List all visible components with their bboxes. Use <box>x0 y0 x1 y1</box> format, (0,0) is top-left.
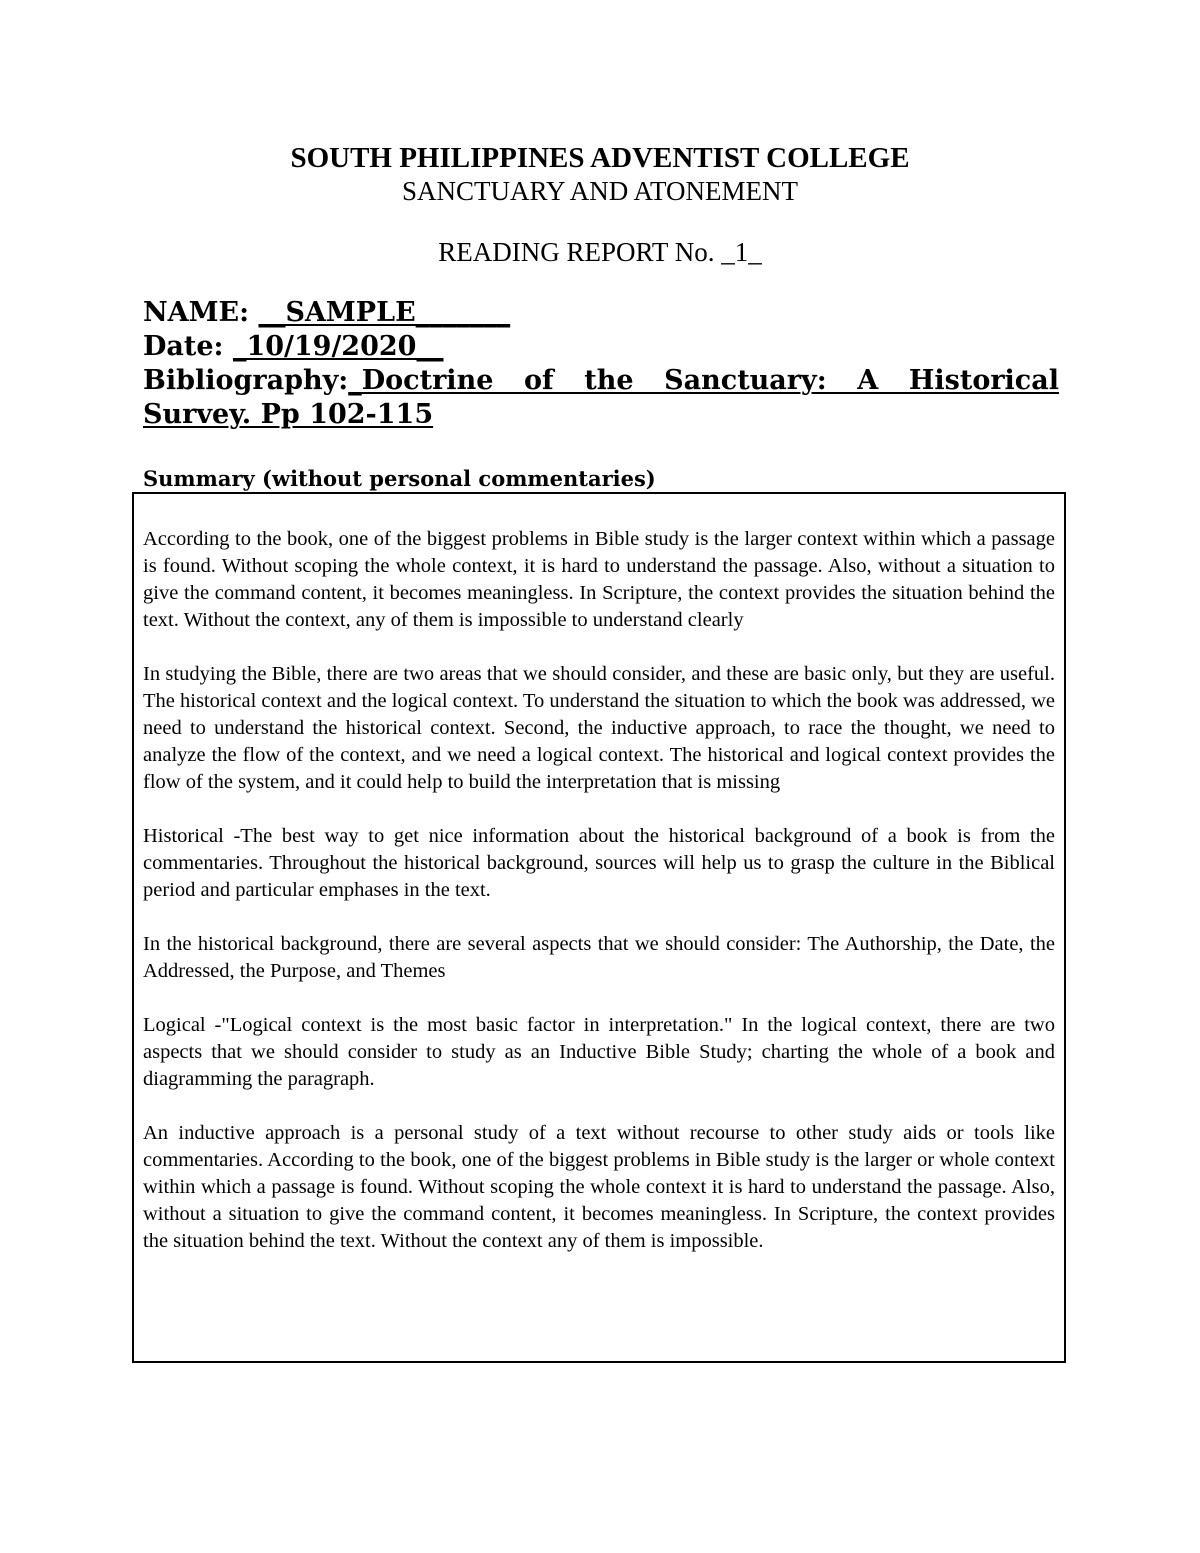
date-value: _10/19/2020__ <box>232 331 444 362</box>
date-field <box>143 330 1059 364</box>
bibliography-value-line1: _Doctrine of the Sanctuary: A Historical <box>348 365 1059 396</box>
bibliography-label: Bibliography: <box>143 365 349 396</box>
summary-paragraph: In studying the Bible, there are two areas that we should consider, and these are basic only, but they are useful. The historical context and the logical context. To understand the situation to which the book was addressed, we need to understand the historical context. Second, the inductive approach, to race the thought, we need to analyze the flow of the context, and we need a logical context. The historical and logical context provides the flow of the system, and it could help to build the interpretation that is missing <box>143 663 1055 793</box>
summary-paragraph: In the historical background, there are several aspects that we should consider: The Authorship, the Date, the Addressed, the Purpose, and Themes <box>143 933 1055 982</box>
report-fields <box>143 296 1059 432</box>
summary-box <box>132 492 1066 1363</box>
name-label: NAME: <box>143 297 259 328</box>
summary-paragraph: Logical -"Logical context is the most basic factor in interpretation." In the logical context, there are two aspects that we should consider to study as an Inductive Bible Study; charting the whole of a book and diagramming the paragraph. <box>143 1014 1055 1090</box>
report-number: READING REPORT No. _1_ <box>438 237 762 267</box>
name-value: __SAMPLE_______ <box>258 297 511 328</box>
summary-paragraph: An inductive approach is a personal study of a text without recourse to other study aids or tools like commentaries. According to the book, one of the biggest problems in Bible study is the larger or whole context within which a passage is found. Without scoping the whole context it is hard to understand the passage. Also, without a situation to give the command content, it becomes meaningless. In Scripture, the context provides the situation behind the text. Without the context any of them is impossible. <box>143 1122 1055 1252</box>
college-title: SOUTH PHILIPPINES ADVENTIST COLLEGE <box>290 142 910 174</box>
bibliography-continuation <box>143 398 1059 432</box>
bibliography-field <box>143 364 1059 398</box>
summary-paragraph: According to the book, one of the biggest problems in Bible study is the larger context within which a passage is found. Without scoping the whole context, it is hard to understand the passage. Also, without a situation to give the command content, it becomes meaningless. In Scripture, the context provides the situation behind the text. Without the context, any of them is impossible to understand clearly <box>143 528 1055 631</box>
summary-paragraph: Historical -The best way to get nice information about the historical background of a book is from the commentaries. Throughout the historical background, sources will help us to grasp the culture in the Biblical period and particular emphases in the text. <box>143 825 1055 901</box>
date-label: Date: <box>143 331 233 362</box>
bibliography-value-line2: Survey. Pp 102-115 <box>143 399 434 430</box>
summary-heading: Summary (without personal commentaries) <box>143 466 656 491</box>
course-title: SANCTUARY AND ATONEMENT <box>401 176 799 206</box>
name-field <box>143 296 1059 330</box>
